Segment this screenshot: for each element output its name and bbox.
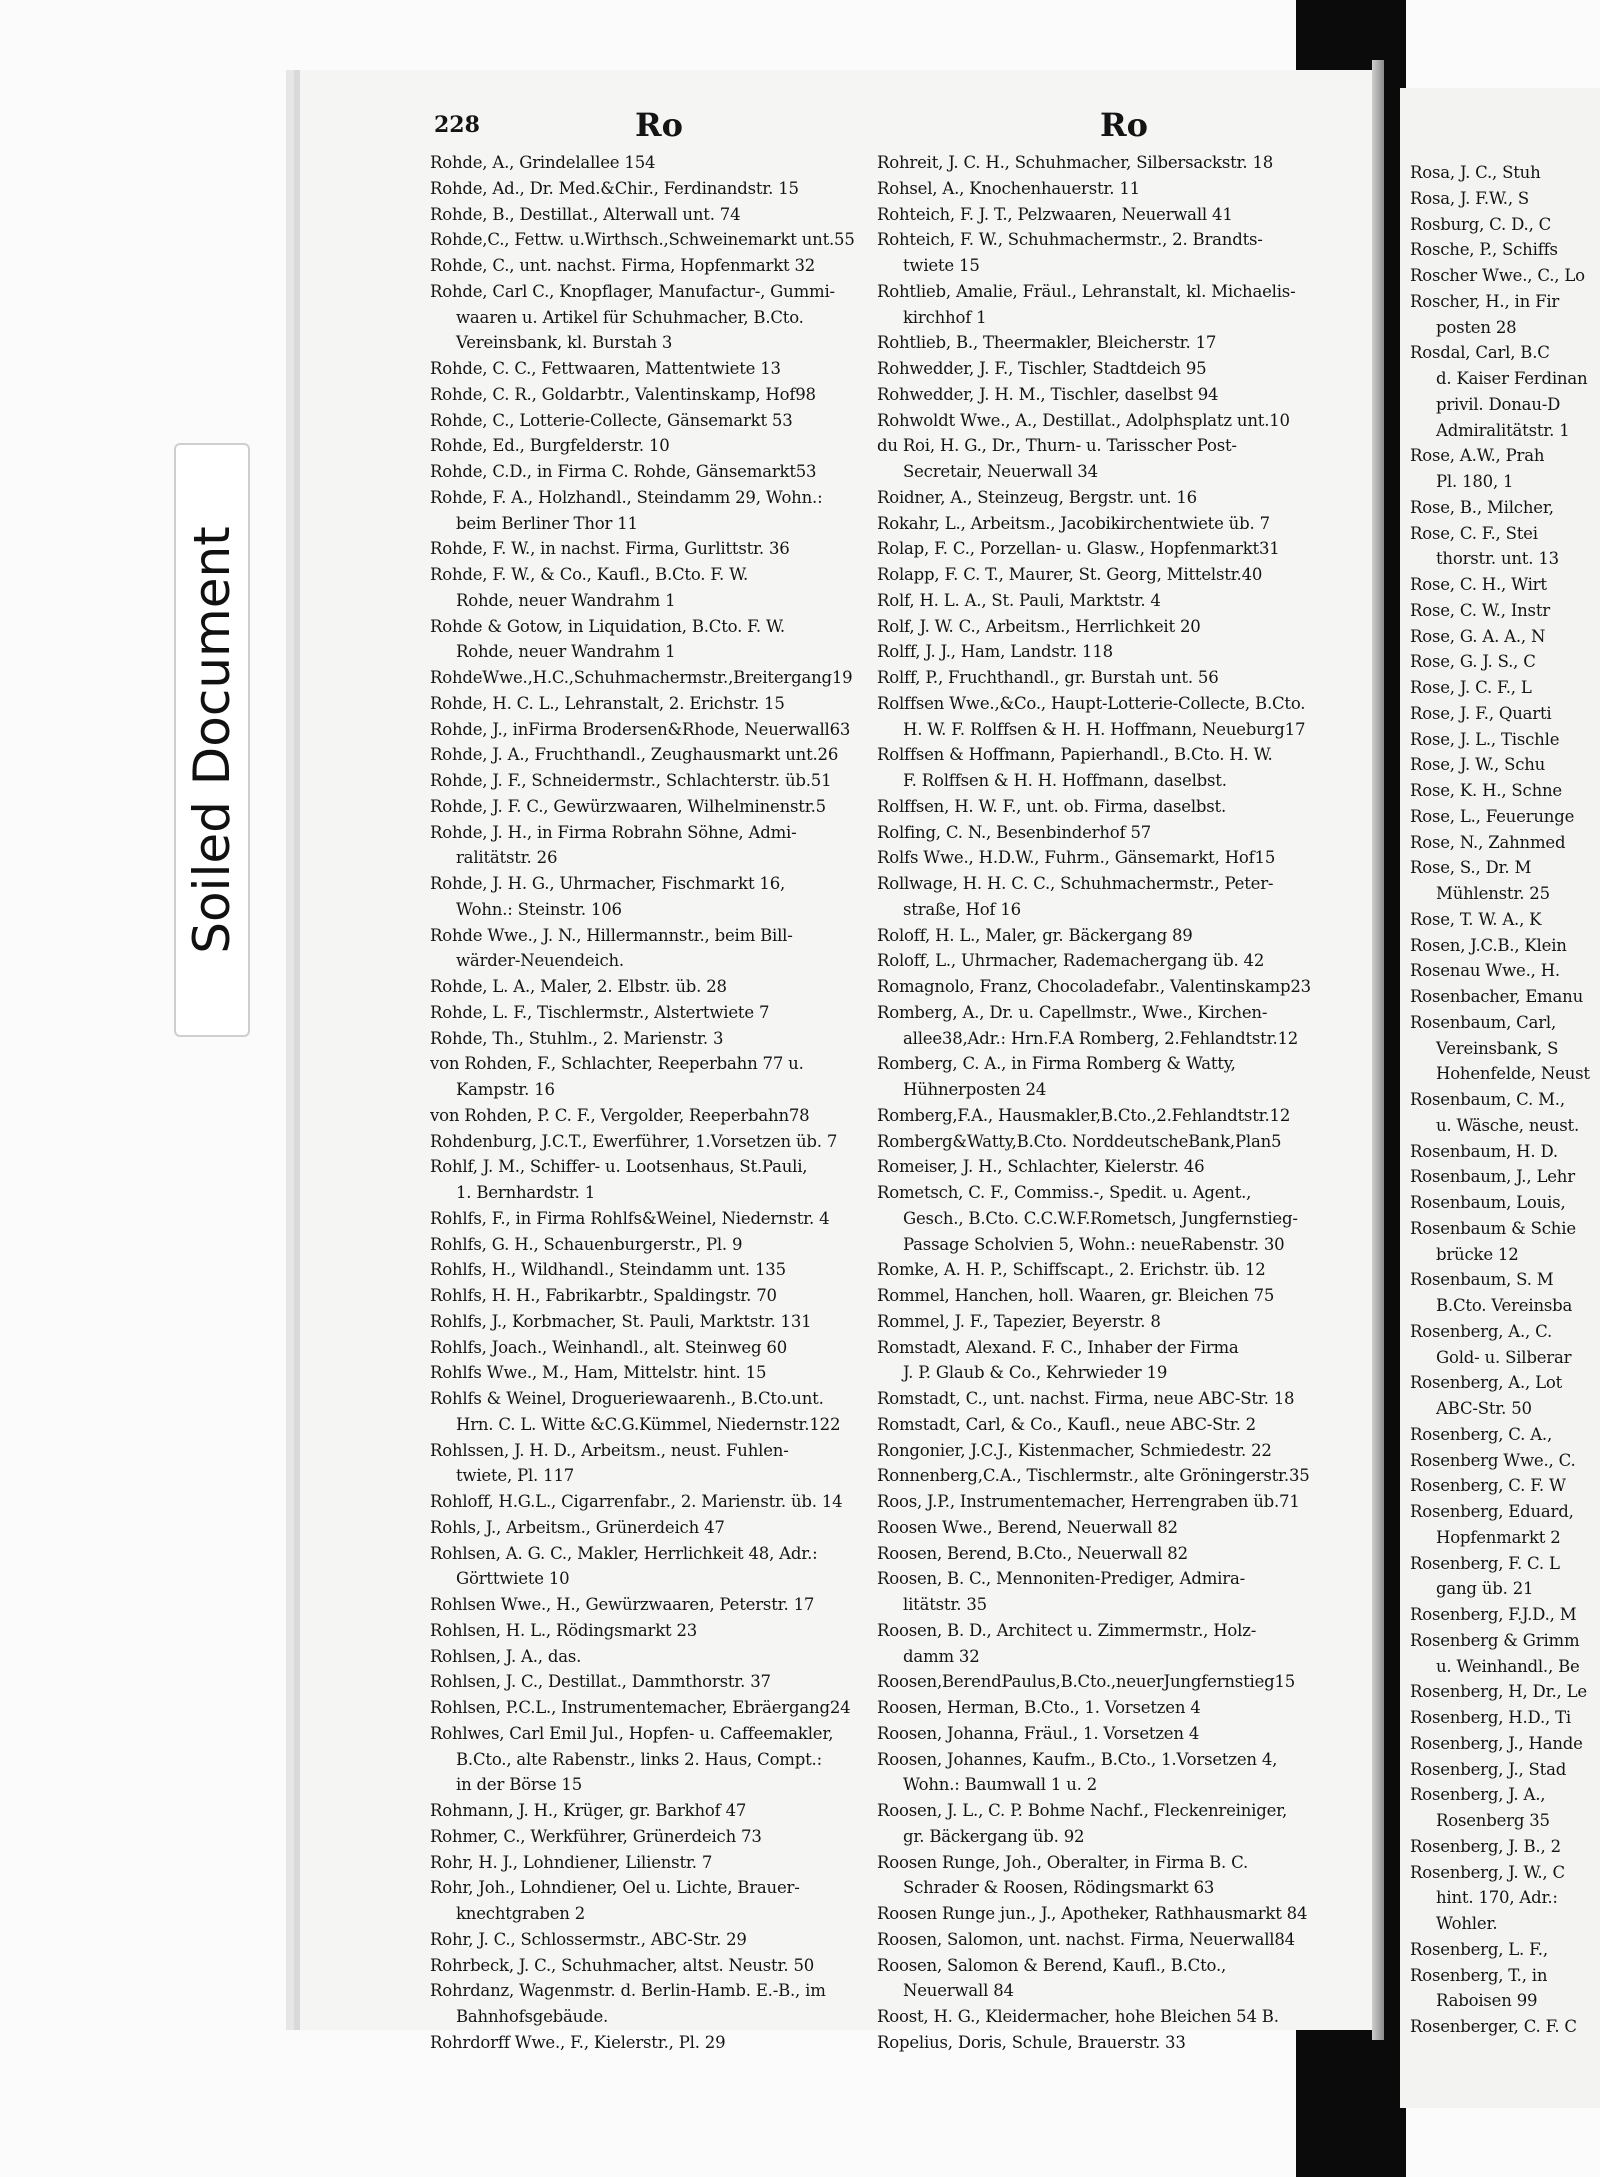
directory-entry-line: B.Cto. Vereinsba <box>1436 1296 1573 1315</box>
directory-entry-line: Bahnhofsgebäude. <box>456 2007 609 2026</box>
directory-entry-line: Rolff, J. J., Ham, Landstr. 118 <box>877 642 1113 662</box>
directory-entry-line: von Rohden, F., Schlachter, Reeperbahn 77 u. <box>430 1054 804 1074</box>
directory-entry-line: Romstadt, Alexand. F. C., Inhaber der Firma <box>877 1337 1239 1357</box>
directory-entry-line: F. Rolffsen & H. H. Hoffmann, daselbst. <box>903 771 1227 790</box>
directory-entry-line: Rometsch, C. F., Commiss.-, Spedit. u. Agent., <box>877 1183 1252 1202</box>
directory-entry-line: Rohwoldt Wwe., A., Destillat., Adolphsplatz unt.10 <box>877 410 1290 430</box>
directory-entry-line: thorstr. unt. 13 <box>1436 549 1559 569</box>
directory-entry-line: B.Cto., alte Rabenstr., links 2. Haus, Compt.: <box>456 1749 822 1769</box>
directory-entry-line: Rohde, H. C. L., Lehranstalt, 2. Erichstr. 15 <box>430 693 785 713</box>
directory-entry-line: Rosen, J.C.B., Klein <box>1410 935 1567 955</box>
directory-entry-line: Rolfs Wwe., H.D.W., Fuhrm., Gänsemarkt, Hof15 <box>877 848 1276 868</box>
directory-entry-line: Rosenbaum, C. M., <box>1410 1090 1565 1109</box>
page-number: 228 <box>434 112 480 138</box>
directory-entry-line: Roscher Wwe., C., Lo <box>1410 266 1585 285</box>
directory-entry-line: H. W. F. Rolffsen & H. H. Hoffmann, Neueburg17 <box>903 719 1306 739</box>
directory-entry-line: Rokahr, L., Arbeitsm., Jacobikirchentwiete üb. 7 <box>877 513 1270 533</box>
directory-entry-line: Rohde, C. C., Fettwaaren, Mattentwiete 13 <box>430 359 781 378</box>
directory-entry-line: ABC-Str. 50 <box>1436 1399 1532 1418</box>
directory-entry-line: Rosenberg, Eduard, <box>1410 1502 1574 1521</box>
directory-entry-line: Rohde, J. H., in Firma Robrahn Söhne, Admi- <box>430 822 797 842</box>
directory-entry-line: Rosenberg, H.D., Ti <box>1410 1708 1571 1727</box>
directory-entry-line: Rose, C. W., Instr <box>1410 600 1550 620</box>
directory-entry-line: Roidner, A., Steinzeug, Bergstr. unt. 16 <box>877 487 1197 507</box>
directory-entry-line: Rolffsen Wwe.,&Co., Haupt-Lotterie-Collecte, B.Cto. <box>877 693 1306 713</box>
directory-entry-line: Rose, B., Milcher, <box>1410 497 1554 517</box>
directory-entry-line: Rommel, Hanchen, holl. Waaren, gr. Bleichen 75 <box>877 1286 1275 1305</box>
directory-entry-line: Rohlf, J. M., Schiffer- u. Lootsenhaus, St.Pauli, <box>430 1157 808 1177</box>
directory-entry-line: Rosenberg, J., Hande <box>1410 1733 1583 1753</box>
directory-entry-line: Rohde, C., unt. nachst. Firma, Hopfenmarkt 32 <box>430 256 816 275</box>
directory-entry-line: u. Wäsche, neust. <box>1436 1115 1580 1135</box>
column-heading-right: Ro <box>1100 106 1148 144</box>
directory-entry-line: Rosenberg, A., Lot <box>1410 1373 1563 1393</box>
directory-entry-line: Romberg, C. A., in Firma Romberg & Watty, <box>877 1054 1236 1074</box>
directory-column-left <box>430 150 882 2056</box>
directory-entry-line: Rohsel, A., Knochenhauerstr. 11 <box>877 178 1140 198</box>
directory-entry-line: Admiralitätstr. 1 <box>1436 420 1570 440</box>
directory-entry-line: Rohde, Ad., Dr. Med.&Chir., Ferdinandstr. 15 <box>430 178 799 198</box>
directory-entry-line: Rohde, J. A., Fruchthandl., Zeughausmarkt unt.26 <box>430 745 839 765</box>
directory-entry-line: Rohr, J. C., Schlossermstr., ABC-Str. 29 <box>430 1929 747 1949</box>
directory-entry-line: Rongonier, J.C.J., Kistenmacher, Schmiedestr. 22 <box>877 1440 1272 1460</box>
directory-entry-line: Rose, J. F., Quarti <box>1410 703 1552 723</box>
directory-entry-line: Rohtlieb, Amalie, Fräul., Lehranstalt, kl. Michaelis- <box>877 281 1296 301</box>
directory-entry-line: Rohde, J. H. G., Uhrmacher, Fischmarkt 16, <box>430 874 786 893</box>
directory-entry-line: Rolfing, C. N., Besenbinderhof 57 <box>877 822 1152 842</box>
next-page-fragment <box>1400 88 1600 2108</box>
directory-entry-line: waaren u. Artikel für Schuhmacher, B.Cto. <box>456 307 804 327</box>
directory-entry-line: Roosen, Salomon, unt. nachst. Firma, Neuerwall84 <box>877 1929 1295 1949</box>
directory-entry-line: Rohrbeck, J. C., Schuhmacher, altst. Neustr. 50 <box>430 1955 815 1975</box>
directory-entry-line: Roscher, H., in Fir <box>1410 291 1560 311</box>
directory-entry-line: Rosa, J. C., Stuh <box>1410 163 1541 182</box>
directory-entry-line: Rolapp, F. C. T., Maurer, St. Georg, Mittelstr.40 <box>877 565 1263 584</box>
directory-entry-line: Gesch., B.Cto. C.C.W.F.Rometsch, Jungfernstieg- <box>903 1208 1298 1228</box>
directory-entry-line: Rohlfs, F., in Firma Rohlfs&Weinel, Niedernstr. 4 <box>430 1208 830 1228</box>
directory-entry-line: Kampstr. 16 <box>456 1080 555 1099</box>
directory-entry-line: Rose, J. W., Schu <box>1410 755 1546 775</box>
directory-entry-line: Rohde, C., Lotterie-Collecte, Gänsemarkt 53 <box>430 410 793 430</box>
directory-entry-line: Rohls, J., Arbeitsm., Grünerdeich 47 <box>430 1517 725 1537</box>
directory-entry-line: Rosenberg, L. F., <box>1410 1939 1548 1959</box>
directory-entry-line: knechtgraben 2 <box>456 1904 586 1923</box>
directory-entry-line: Rolf, H. L. A., St. Pauli, Marktstr. 4 <box>877 590 1161 610</box>
directory-entry-line: Romagnolo, Franz, Chocoladefabr., Valentinskamp23 <box>877 977 1311 996</box>
directory-entry-line: Roloff, L., Uhrmacher, Rademachergang üb. 42 <box>877 951 1265 971</box>
directory-entry-line: Rohdenburg, J.C.T., Ewerführer, 1.Vorsetzen üb. 7 <box>430 1131 838 1151</box>
directory-entry-line: Roosen, Johannes, Kaufm., B.Cto., 1.Vorsetzen 4, <box>877 1749 1278 1769</box>
directory-entry-line: Rohlsen, P.C.L., Instrumentemacher, Ebräergang24 <box>430 1698 851 1717</box>
directory-entry-line: Rolffsen, H. W. F., unt. ob. Firma, daselbst. <box>877 796 1227 816</box>
directory-entry-line: ralitätstr. 26 <box>456 848 558 868</box>
directory-entry-line: Wohler. <box>1436 1914 1498 1933</box>
directory-entry-line: Rohmer, C., Werkführer, Grünerdeich 73 <box>430 1826 762 1846</box>
directory-entry-line: Rohlfs, G. H., Schauenburgerstr., Pl. 9 <box>430 1234 743 1254</box>
directory-column-partial <box>1410 160 1600 2040</box>
directory-entry-line: Rosenbaum & Schie <box>1410 1218 1576 1238</box>
directory-entry-line: twiete 15 <box>903 256 980 275</box>
directory-entry-line: Rohde, J. F. C., Gewürzwaaren, Wilhelminenstr.5 <box>430 796 826 816</box>
directory-entry-line: gang üb. 21 <box>1436 1579 1534 1599</box>
directory-entry-line: Raboisen 99 <box>1436 1991 1538 2011</box>
directory-entry-line: Rose, G. J. S., C <box>1410 652 1536 672</box>
directory-entry-line: Rohde, A., Grindelallee 154 <box>430 153 656 172</box>
soiled-document-stamp <box>174 443 250 1037</box>
directory-entry-line: Rohde, F. A., Holzhandl., Steindamm 29, Wohn.: <box>430 487 823 507</box>
directory-entry-line: Rohrdanz, Wagenmstr. d. Berlin-Hamb. E.-B., im <box>430 1981 826 2001</box>
directory-entry-line: Roloff, H. L., Maler, gr. Bäckergang 89 <box>877 925 1193 945</box>
directory-entry-line: Romberg&Watty,B.Cto. NorddeutscheBank,Plan5 <box>877 1131 1282 1151</box>
directory-entry-line: von Rohden, P. C. F., Vergolder, Reeperbahn78 <box>430 1105 810 1125</box>
column-heading-left: Ro <box>635 106 683 144</box>
directory-entry-line: RohdeWwe.,H.C.,Schuhmachermstr.,Breitergang19 <box>430 668 853 687</box>
directory-entry-line: Roosen Wwe., Berend, Neuerwall 82 <box>877 1517 1178 1537</box>
directory-entry-line: in der Börse 15 <box>456 1775 583 1795</box>
directory-entry-line: twiete, Pl. 117 <box>456 1466 575 1486</box>
directory-entry-line: Rose, G. A. A., N <box>1410 626 1546 646</box>
directory-entry-line: Rohde, B., Destillat., Alterwall unt. 74 <box>430 204 741 224</box>
directory-entry-line: Romstadt, C., unt. nachst. Firma, neue ABC-Str. 18 <box>877 1389 1295 1408</box>
directory-entry-line: Rohlfs, Joach., Weinhandl., alt. Steinweg 60 <box>430 1337 787 1357</box>
directory-entry-line: allee38,Adr.: Hrn.F.A Romberg, 2.Fehlandtstr.12 <box>903 1028 1299 1048</box>
directory-entry-line: Secretair, Neuerwall 34 <box>903 462 1098 481</box>
directory-entry-line: Rohlsen, H. L., Rödingsmarkt 23 <box>430 1620 698 1640</box>
directory-entry-line: Roosen Runge jun., J., Apotheker, Rathhausmarkt 84 <box>877 1904 1308 1923</box>
directory-entry-line: Hühnerposten 24 <box>903 1080 1047 1099</box>
directory-entry-line: Roosen, Salomon & Berend, Kaufl., B.Cto., <box>877 1955 1227 1975</box>
directory-entry-line: Rose, A.W., Prah <box>1410 446 1545 466</box>
directory-entry-line: kirchhof 1 <box>903 307 987 327</box>
page-edge-shadow <box>1372 60 1384 2040</box>
directory-entry-line: Rosenbaum, H. D. <box>1410 1141 1558 1161</box>
directory-entry-line: Rosenberg, H, Dr., Le <box>1410 1682 1587 1702</box>
directory-entry-line: Rose, S., Dr. M <box>1410 858 1532 878</box>
directory-entry-line: Rosenberg Wwe., C. <box>1410 1450 1576 1470</box>
directory-entry-line: Rohteich, F. J. T., Pelzwaaren, Neuerwall 41 <box>877 204 1233 224</box>
directory-entry-line: Rosenberger, C. F. C <box>1410 2017 1577 2036</box>
directory-entry-line: Rommel, J. F., Tapezier, Beyerstr. 8 <box>877 1311 1161 1331</box>
directory-entry-line: Rohlfs, J., Korbmacher, St. Pauli, Marktstr. 131 <box>430 1311 812 1331</box>
directory-entry-line: Roosen, J. L., C. P. Bohme Nachf., Fleckenreiniger, <box>877 1801 1288 1820</box>
directory-entry-line: Rosenbaum, J., Lehr <box>1410 1167 1575 1187</box>
directory-entry-line: Rohde, F. W., & Co., Kaufl., B.Cto. F. W. <box>430 565 749 584</box>
directory-entry-line: Rosenberg, F. C. L <box>1410 1553 1560 1573</box>
directory-entry-line: Rohreit, J. C. H., Schuhmacher, Silbersackstr. 18 <box>877 153 1274 172</box>
directory-entry-line: Ronnenberg,C.A., Tischlermstr., alte Gröningerstr.35 <box>877 1466 1310 1486</box>
directory-entry-line: Rohlfs & Weinel, Drogueriewaarenh., B.Cto.unt. <box>430 1389 824 1408</box>
directory-entry-line: Rohde,C., Fettw. u.Wirthsch.,Schweinemarkt unt.55 <box>430 230 855 250</box>
directory-entry-line: Rose, L., Feuerunge <box>1410 806 1575 826</box>
directory-entry-line: Rohr, Joh., Lohndiener, Oel u. Lichte, Brauer- <box>430 1878 800 1898</box>
directory-entry-line: Rohde, neuer Wandrahm 1 <box>456 590 676 610</box>
directory-entry-line: Roosen, Herman, B.Cto., 1. Vorsetzen 4 <box>877 1698 1201 1717</box>
directory-entry-line: Rohmann, J. H., Krüger, gr. Barkhof 47 <box>430 1801 747 1820</box>
directory-entry-line: Rohlfs, H. H., Fabrikarbtr., Spaldingstr. 70 <box>430 1286 777 1305</box>
directory-entry-line: Pl. 180, 1 <box>1436 472 1514 491</box>
directory-column-right <box>877 150 1329 2056</box>
directory-entry-line: Rosenberg, J. B., 2 <box>1410 1836 1561 1856</box>
directory-entry-line: Rose, J. L., Tischle <box>1410 729 1560 749</box>
directory-entry-line: Rosenberg, C. F. W <box>1410 1476 1566 1496</box>
directory-entry-line: Rohde, Carl C., Knopflager, Manufactur-, Gummi- <box>430 281 835 301</box>
directory-entry-line: Rosche, P., Schiffs <box>1410 240 1558 260</box>
directory-entry-line: Rosenbaum, Carl, <box>1410 1012 1557 1032</box>
directory-entry-line: Hohenfelde, Neust <box>1436 1064 1590 1084</box>
directory-entry-line: litätstr. 35 <box>903 1595 987 1614</box>
directory-entry-line: 1. Bernhardstr. 1 <box>456 1183 596 1202</box>
directory-entry-line: damm 32 <box>903 1646 980 1666</box>
directory-entry-line: Rosenberg 35 <box>1436 1811 1550 1830</box>
directory-entry-line: brücke 12 <box>1436 1244 1519 1264</box>
directory-entry-line: Rosenberg, J. A., <box>1410 1785 1546 1805</box>
directory-entry-line: posten 28 <box>1436 317 1517 337</box>
directory-entry-line: Hopfenmarkt 2 <box>1436 1527 1561 1547</box>
directory-entry-line: Rohde, J., inFirma Brodersen&Rhode, Neuerwall63 <box>430 719 851 739</box>
directory-entry-line: privil. Donau-D <box>1436 394 1561 414</box>
directory-entry-line: Wohn.: Steinstr. 106 <box>456 899 622 919</box>
directory-entry-line: Rosenbaum, S. M <box>1410 1270 1554 1290</box>
directory-entry-line: Rohlsen Wwe., H., Gewürzwaaren, Peterstr. 17 <box>430 1595 815 1614</box>
directory-entry-line: Rohwedder, J. H. M., Tischler, daselbst 94 <box>877 384 1219 404</box>
directory-entry-line: Roos, J.P., Instrumentemacher, Herrengraben üb.71 <box>877 1492 1300 1511</box>
directory-entry-line: Rose, C. F., Stei <box>1410 523 1538 543</box>
directory-entry-line: Rohloff, H.G.L., Cigarrenfabr., 2. Marienstr. üb. 14 <box>430 1492 843 1511</box>
directory-entry-line: Rohde, Ed., Burgfelderstr. 10 <box>430 436 670 456</box>
directory-entry-line: Rosenberg, F.J.D., M <box>1410 1605 1577 1624</box>
directory-entry-line: Rohde, C.D., in Firma C. Rohde, Gänsemarkt53 <box>430 462 817 481</box>
directory-entry-line: u. Weinhandl., Be <box>1436 1656 1580 1676</box>
directory-entry-line: du Roi, H. G., Dr., Thurn- u. Tarisscher Post- <box>877 436 1237 456</box>
directory-entry-line: Gold- u. Silberar <box>1436 1347 1572 1367</box>
directory-entry-line: Rosa, J. F.W., S <box>1410 188 1530 208</box>
directory-entry-line: Rohde, L. A., Maler, 2. Elbstr. üb. 28 <box>430 977 727 996</box>
directory-entry-line: Schrader & Roosen, Rödingsmarkt 63 <box>903 1878 1215 1898</box>
directory-entry-line: Rosburg, C. D., C <box>1410 214 1552 234</box>
directory-entry-line: Rohde, J. F., Schneidermstr., Schlachterstr. üb.51 <box>430 771 832 790</box>
directory-entry-line: Hrn. C. L. Witte &C.G.Kümmel, Niedernstr.122 <box>456 1414 841 1434</box>
directory-entry-line: Rosenbacher, Emanu <box>1410 987 1583 1006</box>
directory-entry-line: Rosdal, Carl, B.C <box>1410 343 1550 363</box>
directory-entry-line: Rohde & Gotow, in Liquidation, B.Cto. F. W. <box>430 616 785 636</box>
directory-entry-line: gr. Bäckergang üb. 92 <box>903 1826 1085 1846</box>
directory-entry-line: Rohde, neuer Wandrahm 1 <box>456 642 676 662</box>
directory-entry-line: Rosenau Wwe., H. <box>1410 961 1560 981</box>
directory-entry-line: Roost, H. G., Kleidermacher, hohe Bleichen 54 B. <box>877 2007 1279 2026</box>
directory-entry-line: Vereinsbank, S <box>1436 1038 1559 1058</box>
directory-entry-line: d. Kaiser Ferdinan <box>1436 369 1588 388</box>
directory-entry-line: Rosenberg, J. W., C <box>1410 1862 1565 1882</box>
directory-entry-line: Rose, C. H., Wirt <box>1410 575 1547 594</box>
stamp-label: Soiled Document <box>183 526 241 954</box>
directory-entry-line: Rohlssen, J. H. D., Arbeitsm., neust. Fuhlen- <box>430 1440 789 1460</box>
directory-entry-line: Romstadt, Carl, & Co., Kaufl., neue ABC-Str. 2 <box>877 1414 1256 1434</box>
directory-entry-line: Rohwedder, J. F., Tischler, Stadtdeich 95 <box>877 359 1207 378</box>
directory-entry-line: Roosen, Berend, B.Cto., Neuerwall 82 <box>877 1543 1188 1563</box>
directory-entry-line: beim Berliner Thor 11 <box>456 513 638 533</box>
directory-entry-line: Rohde, Th., Stuhlm., 2. Marienstr. 3 <box>430 1028 724 1048</box>
directory-entry-line: Romberg, A., Dr. u. Capellmstr., Wwe., Kirchen- <box>877 1002 1268 1022</box>
directory-entry-line: Rohr, H. J., Lohndiener, Lilienstr. 7 <box>430 1852 713 1872</box>
directory-entry-line: Rollwage, H. H. C. C., Schuhmachermstr., Peter- <box>877 874 1274 893</box>
directory-entry-line: Rolffsen & Hoffmann, Papierhandl., B.Cto. H. W. <box>877 745 1273 765</box>
directory-entry-line: Rosenberg, J., Stad <box>1410 1759 1567 1779</box>
directory-entry-line: Rohlfs, H., Wildhandl., Steindamm unt. 135 <box>430 1260 786 1280</box>
directory-entry-line: Rolap, F. C., Porzellan- u. Glasw., Hopfenmarkt31 <box>877 539 1280 559</box>
directory-entry-line: Rohde, F. W., in nachst. Firma, Gurlittstr. 36 <box>430 539 790 559</box>
directory-entry-line: Rohlsen, A. G. C., Makler, Herrlichkeit 48, Adr.: <box>430 1543 818 1563</box>
directory-entry-line: Roosen, B. C., Mennoniten-Prediger, Admira- <box>877 1569 1245 1589</box>
directory-entry-line: Rohlwes, Carl Emil Jul., Hopfen- u. Caffeemakler, <box>430 1723 834 1743</box>
directory-entry-line: Rohlsen, J. A., das. <box>430 1646 582 1666</box>
directory-entry-line: Passage Scholvien 5, Wohn.: neueRabenstr. 30 <box>903 1234 1285 1254</box>
directory-entry-line: Rohde, L. F., Tischlermstr., Alstertwiete 7 <box>430 1002 770 1022</box>
directory-entry-line: Roosen,BerendPaulus,B.Cto.,neuerJungfernstieg15 <box>877 1672 1296 1692</box>
directory-entry-line: wärder-Neuendeich. <box>456 951 624 971</box>
directory-entry-line: Vereinsbank, kl. Burstah 3 <box>456 333 673 353</box>
directory-entry-line: Roosen Runge, Joh., Oberalter, in Firma B. C. <box>877 1852 1248 1872</box>
directory-entry-line: Roosen, Johanna, Fräul., 1. Vorsetzen 4 <box>877 1723 1200 1743</box>
directory-entry-line: J. P. Glaub & Co., Kehrwieder 19 <box>903 1363 1168 1383</box>
directory-entry-line: Ropelius, Doris, Schule, Brauerstr. 33 <box>877 2032 1186 2052</box>
directory-entry-line: Rose, T. W. A., K <box>1410 909 1542 929</box>
directory-entry-line: Rolf, J. W. C., Arbeitsm., Herrlichkeit 20 <box>877 616 1201 636</box>
directory-entry-line: Mühlenstr. 25 <box>1436 884 1550 903</box>
directory-entry-line: Rosenberg, A., C. <box>1410 1321 1553 1341</box>
directory-entry-line: Görttwiete 10 <box>456 1569 570 1589</box>
directory-entry-line: Rohlfs Wwe., M., Ham, Mittelstr. hint. 15 <box>430 1363 767 1383</box>
directory-entry-line: Romke, A. H. P., Schiffscapt., 2. Erichstr. üb. 12 <box>877 1260 1266 1280</box>
directory-entry-line: Romberg,F.A., Hausmakler,B.Cto.,2.Fehlandtstr.12 <box>877 1105 1291 1125</box>
directory-entry-line: Rose, K. H., Schne <box>1410 781 1562 800</box>
directory-entry-line: Rohde, C. R., Goldarbtr., Valentinskamp, Hof98 <box>430 384 816 404</box>
directory-entry-line: Romeiser, J. H., Schlachter, Kielerstr. 46 <box>877 1157 1205 1177</box>
directory-entry-line: Rose, J. C. F., L <box>1410 678 1532 697</box>
directory-entry-line: Rohtlieb, B., Theermakler, Bleicherstr. 17 <box>877 333 1217 353</box>
directory-entry-line: Rohteich, F. W., Schuhmachermstr., 2. Brandts- <box>877 230 1263 250</box>
directory-entry-line: Roosen, B. D., Architect u. Zimmermstr., Holz- <box>877 1620 1257 1640</box>
directory-entry-line: Neuerwall 84 <box>903 1981 1014 2001</box>
directory-entry-line: Rolff, P., Fruchthandl., gr. Burstah unt. 56 <box>877 668 1219 687</box>
directory-entry-line: Rosenbaum, Louis, <box>1410 1193 1566 1212</box>
directory-entry-line: Rosenberg, C. A., <box>1410 1424 1553 1444</box>
directory-entry-line: Wohn.: Baumwall 1 u. 2 <box>903 1775 1098 1795</box>
directory-entry-line: straße, Hof 16 <box>903 899 1021 919</box>
directory-entry-line: hint. 170, Adr.: <box>1436 1888 1558 1908</box>
directory-entry-line: Rohde Wwe., J. N., Hillermannstr., beim Bill- <box>430 925 793 945</box>
directory-entry-line: Rosenberg & Grimm <box>1410 1630 1580 1650</box>
directory-entry-line: Rose, N., Zahnmed <box>1410 832 1566 852</box>
directory-entry-line: Rohlsen, J. C., Destillat., Dammthorstr. 37 <box>430 1672 771 1692</box>
directory-entry-line: Rosenberg, T., in <box>1410 1965 1548 1985</box>
directory-entry-line: Rohrdorff Wwe., F., Kielerstr., Pl. 29 <box>430 2032 726 2052</box>
